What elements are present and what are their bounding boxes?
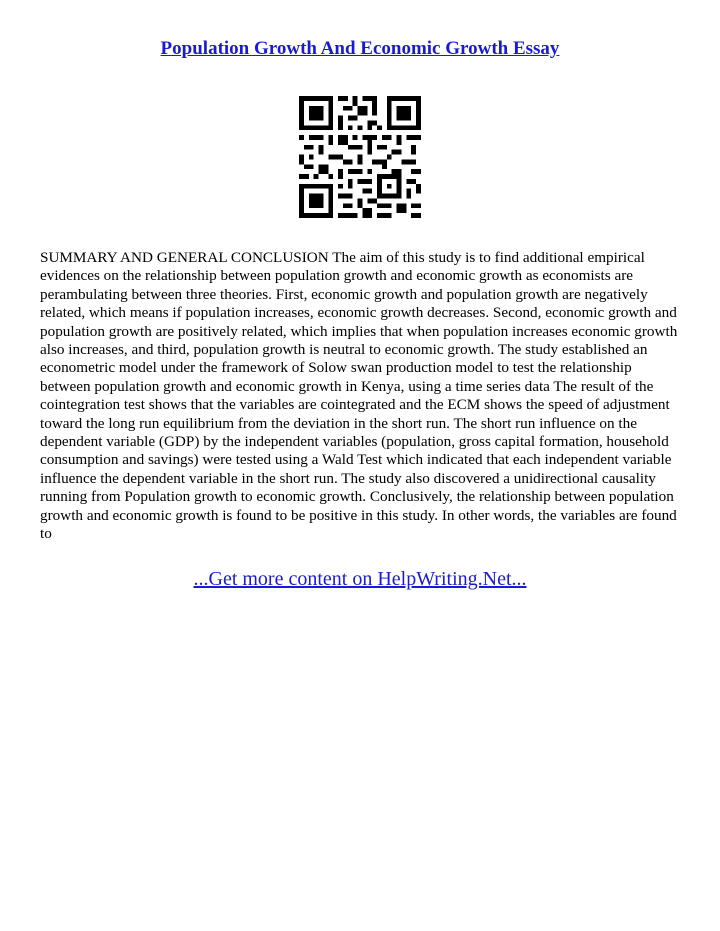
document-title-link[interactable]: Population Growth And Economic Growth Essay [160,38,560,59]
qr-code-icon [299,96,421,218]
essay-body-text: SUMMARY AND GENERAL CONCLUSION The aim of this study is to find additional empirical evidences on the relationship between population growth and economic growth as economists are perambulating between three theories. First, economic growth and population growth are negatively related, which means if population increases, economic growth decreases. Second, economic growth and population growth are positively related, which implies that when population increases economic growth also increases, and third, population growth is neutral to economic growth. The study established an econometric model under the framework of Solow swan production model to test the relationship between population growth and economic growth in Kenya, using a time series data The result of the cointegration test shows that the variables are cointegrated and the ECM shows the speed of adjustment toward the long run equilibrium from the deviation in the short run. The short run influence on the dependent variable (GDP) by the independent variables (population, gross capital formation, household consumption and savings) were tested using a Wald Test which indicated that each independent variable influence the dependent variable in the short run. The study also discovered a unidirectional causality running from Population growth to economic growth. Conclusively, the relationship between population growth and economic growth is found to be positive in this study. In other words, the variables are found to [40,249,678,543]
get-more-content-link[interactable]: ...Get more content on HelpWriting.Net... [193,568,527,590]
